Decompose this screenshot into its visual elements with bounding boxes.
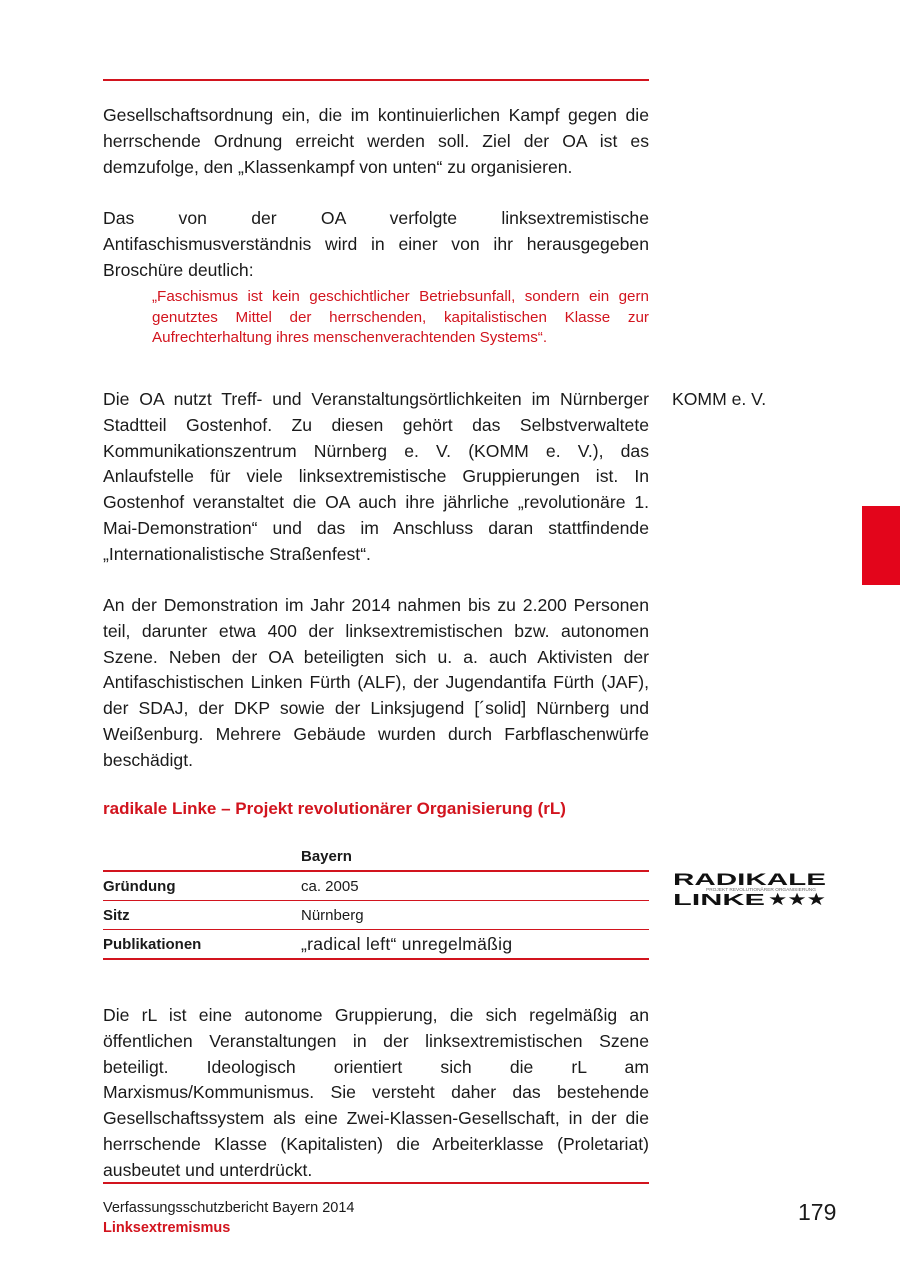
- table-header-row: [103, 843, 649, 871]
- paragraph-4: An der Demonstration im Jahr 2014 nahmen bis zu 2.200 Personen teil, darunter etwa 400 der linksextremistischen bzw. autonomen Szene. Neben der OA beteiligten sich u. a. auch Aktivisten der Antifaschistischen Linken Fürth (ALF), der Jugendantifa Fürth (JAF), der SDAJ, der DKP sowie der Linksjugend [´solid] Nürnberg und Weißenburg. Mehrere Gebäude wurden durch Farbflaschenwürfe beschädigt.: [103, 595, 649, 770]
- logo-line-2: LINKE: [673, 892, 766, 908]
- logo-subtitle: PROJEKT REVOLUTIONÄRER ORGANISIERUNG: [706, 887, 810, 892]
- quote-block: „Faschismus ist kein geschichtlicher Betriebsunfall, sondern ein gern genutztes Mittel der herrschenden, kapitalistischen Klasse zur Aufrechterhaltung ihres menschenverachtenden Systems“.: [152, 288, 649, 346]
- page-number: 179: [798, 1199, 837, 1225]
- table-row: [103, 930, 649, 960]
- footer-source: Verfassungsschutzbericht Bayern 2014: [103, 1200, 355, 1216]
- bottom-rule: [103, 1182, 649, 1184]
- table-corner-cell: [103, 843, 301, 871]
- paragraph-3: Die OA nutzt Treff- und Veranstaltungsörtlichkeiten im Nürnberger Stadtteil Gostenhof. Zu diesen gehört das Selbstverwaltete Kommunikationszentrum Nürnberg e. V. (KOMM e. V.), das Anlaufstelle für viele linksextremistische Gruppierungen ist. In Gostenhof veranstaltet die OA auch ihre jährliche „revolutionäre 1. Mai-Demonstration“ und das im Anschluss daran stattfindende „Internationalistische Straßenfest“.: [103, 389, 649, 564]
- section-heading: radikale Linke – Projekt revolutionärer Organisierung (rL): [103, 799, 566, 818]
- table-cell: ca. 2005: [301, 877, 359, 895]
- table-column-header: Bayern: [301, 843, 649, 871]
- radikale-linke-logo: [672, 868, 828, 908]
- table-cell: Nürnberg: [301, 906, 364, 924]
- paragraph-2: Das von der OA verfolgte linksextremistische Antifaschismusverständnis wird in einer von ihr herausgegeben Broschüre deutlich:: [103, 208, 649, 280]
- table-cell: „radical left“ unregelmäßig: [301, 933, 513, 954]
- fact-table: [103, 843, 649, 960]
- table-row: [103, 901, 649, 930]
- footer-section: Linksextremismus: [103, 1220, 231, 1236]
- paragraph-5: Die rL ist eine autonome Gruppierung, die sich regelmäßig an öffentlichen Veranstaltungen in der linksextremistischen Szene beteiligt. Ideologisch orientiert sich die rL am Marxismus/Kommunismus. Sie versteht daher das bestehende Gesellschaftssystem als eine Zwei-Klassen-Gesellschaft, in der die herrschende Klasse (Kapitalisten) die Arbeiterklasse (Proletariat) ausbeutet und unterdrückt.: [103, 1005, 649, 1180]
- margin-note: KOMM e. V.: [672, 389, 767, 409]
- logo-stars: ★★★: [768, 890, 826, 908]
- paragraph-1: Gesellschaftsordnung ein, die im kontinuierlichen Kampf gegen die herrschende Ordnung erreicht werden soll. Ziel der OA ist es demzufolge, den „Klassenkampf von unten“ zu organisieren.: [103, 105, 649, 177]
- top-rule: [103, 79, 649, 81]
- table-row: [103, 871, 649, 901]
- table-row-label: Gründung: [103, 877, 176, 895]
- table-row-label: Sitz: [103, 906, 130, 924]
- chapter-tab-marker: [862, 506, 900, 585]
- logo-line-1: RADIKALE: [673, 870, 826, 889]
- table-row-label: Publikationen: [103, 935, 202, 953]
